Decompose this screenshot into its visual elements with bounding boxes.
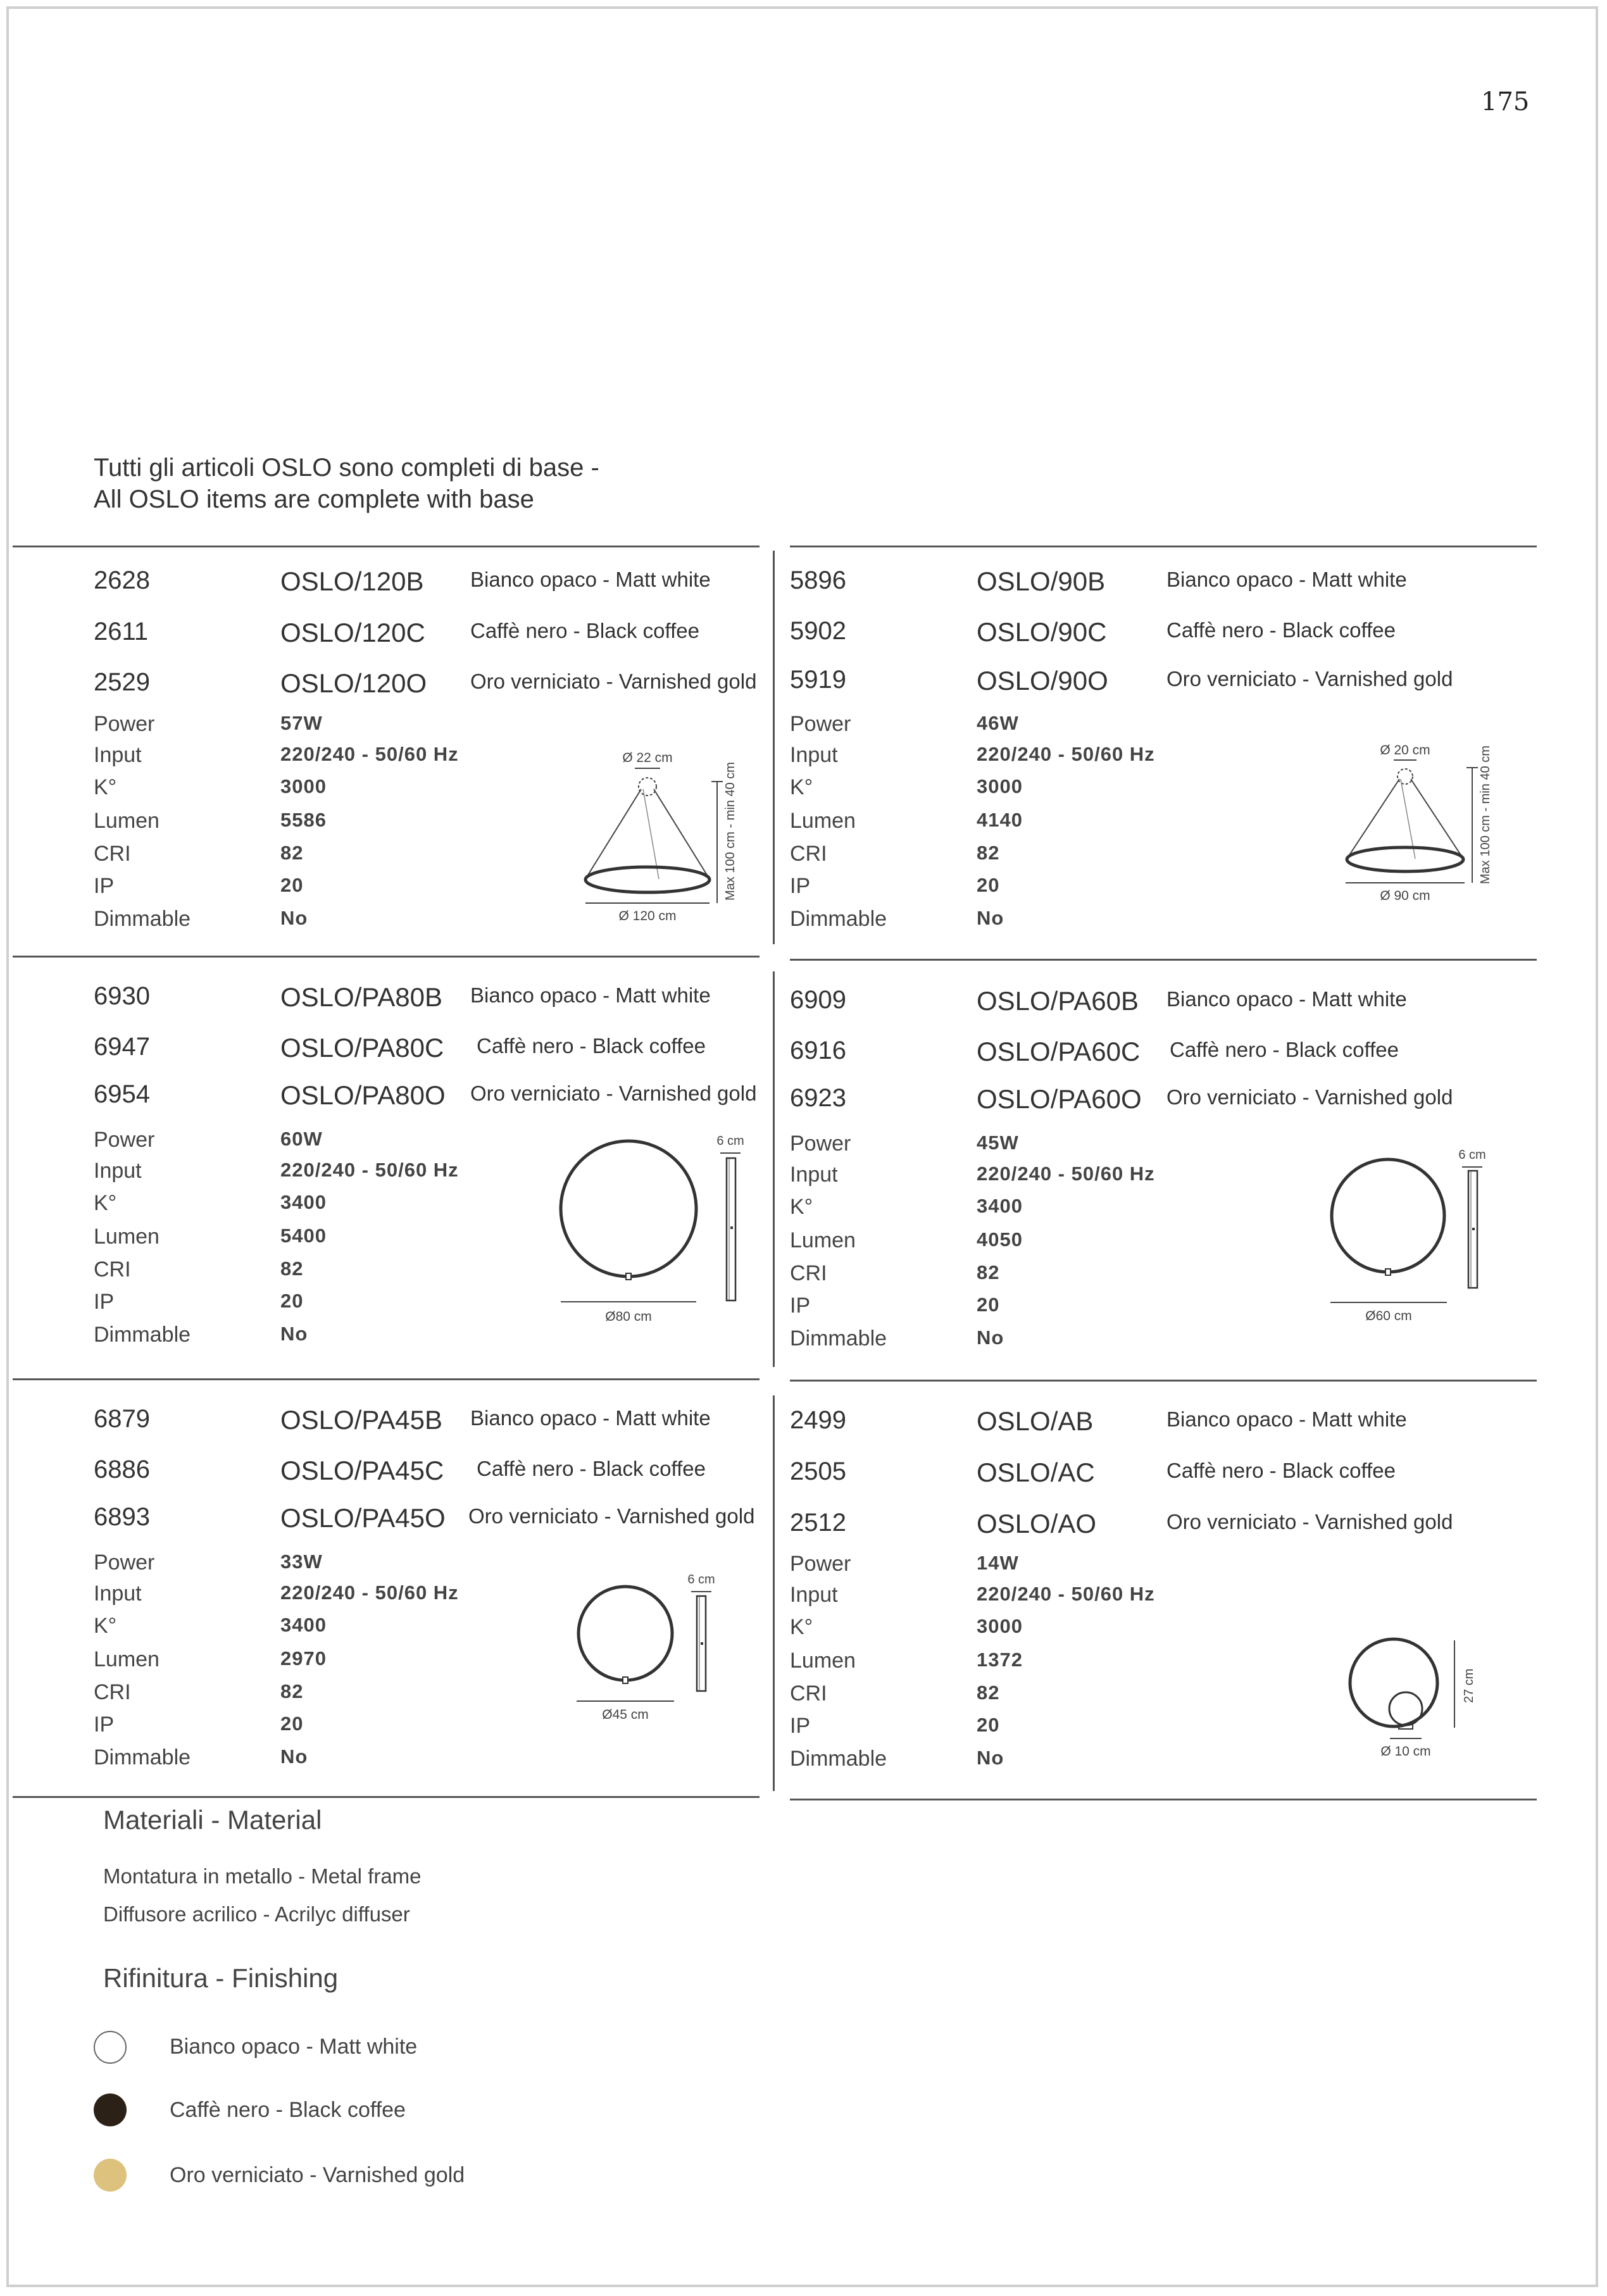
model-name: OSLO/PA60C xyxy=(977,1037,1141,1066)
drawing-label-depth: 6 cm xyxy=(687,1573,715,1587)
spec-row xyxy=(790,1681,1360,1714)
spec-label: Power xyxy=(790,712,851,736)
drawing-label-bottom: Ø60 cm xyxy=(1365,1309,1412,1323)
divider xyxy=(790,546,1537,547)
variant-row xyxy=(94,1033,866,1077)
drawing-label-height: 27 cm xyxy=(1462,1668,1476,1703)
gold-circle-icon xyxy=(94,2159,127,2192)
spec-label: Input xyxy=(790,1583,838,1607)
spec-row xyxy=(790,712,1360,745)
spec-value: 2970 xyxy=(280,1647,327,1669)
spec-value: 3000 xyxy=(280,775,327,797)
article-code: 5919 xyxy=(790,666,846,694)
spec-row xyxy=(790,874,1360,907)
spec-value: 220/240 - 50/60 Hz xyxy=(977,1163,1155,1185)
spec-label: IP xyxy=(790,1714,811,1738)
drawing-label-top: Ø 22 cm xyxy=(622,751,673,765)
variant-row xyxy=(790,986,1562,1030)
spec-value: 3400 xyxy=(280,1614,327,1636)
spec-label: Dimmable xyxy=(94,907,191,931)
spec-label: CRI xyxy=(94,1680,131,1704)
drawing-label-bottom: Ø 10 cm xyxy=(1380,1744,1431,1759)
spec-value: No xyxy=(977,1747,1004,1769)
spec-label: K° xyxy=(790,1195,813,1219)
finish-name: Caffè nero - Black coffee xyxy=(477,1034,706,1058)
model-name: OSLO/120B xyxy=(280,566,424,596)
spec-value: 20 xyxy=(977,1714,1000,1736)
spec-label: Lumen xyxy=(790,1649,856,1673)
spec-label: CRI xyxy=(790,1681,827,1706)
product-block-oslo-pa80 xyxy=(94,982,866,1387)
variant-row xyxy=(790,566,1562,611)
finish-name: Caffè nero - Black coffee xyxy=(1170,1038,1399,1061)
wall-ring-drawing xyxy=(549,1134,777,1340)
article-code: 6947 xyxy=(94,1033,150,1061)
variant-row xyxy=(790,1037,1562,1081)
drawing-label-bottom: Ø45 cm xyxy=(602,1707,649,1722)
intro-line-2: All OSLO items are complete with base xyxy=(94,485,534,513)
article-code: 6954 xyxy=(94,1080,150,1108)
finish-name: Bianco opaco - Matt white xyxy=(1166,1407,1407,1431)
model-name: OSLO/120O xyxy=(280,668,427,698)
spec-value: 3000 xyxy=(977,775,1023,797)
model-name: OSLO/90O xyxy=(977,666,1108,696)
variant-row xyxy=(790,1084,1562,1128)
spec-value: 20 xyxy=(280,1713,304,1735)
spec-row xyxy=(790,1132,1360,1164)
spec-label: Input xyxy=(790,743,838,767)
spec-value: No xyxy=(280,1323,308,1345)
spec-label: Dimmable xyxy=(94,1745,191,1769)
wall-ring-drawing xyxy=(1315,1144,1530,1347)
finishing-title: Rifinitura - Finishing xyxy=(103,1963,339,1993)
spec-value: 82 xyxy=(977,1261,1000,1283)
finish-name: Caffè nero - Black coffee xyxy=(1166,618,1396,642)
spec-row xyxy=(790,1649,1360,1681)
spec-row xyxy=(790,743,1360,776)
spec-label: Power xyxy=(94,1550,155,1575)
spec-label: Lumen xyxy=(790,809,856,833)
spec-value: 5400 xyxy=(280,1225,327,1247)
article-code: 2529 xyxy=(94,668,150,696)
drawing-label-bottom: Ø 120 cm xyxy=(618,909,677,923)
model-name: OSLO/PA45B xyxy=(280,1405,443,1435)
spec-label: K° xyxy=(94,1191,117,1215)
spec-value: 20 xyxy=(280,1290,304,1312)
spec-value: 82 xyxy=(280,1257,304,1280)
table-lamp-drawing xyxy=(1347,1621,1499,1773)
spec-label: CRI xyxy=(94,1257,131,1282)
finish-name: Bianco opaco - Matt white xyxy=(1166,987,1407,1011)
model-name: OSLO/PA45C xyxy=(280,1456,444,1485)
white-circle-icon xyxy=(94,2031,127,2064)
article-code: 6916 xyxy=(790,1037,846,1064)
spec-label: CRI xyxy=(790,842,827,866)
spec-row xyxy=(790,1326,1360,1359)
drawing-label-depth: 6 cm xyxy=(716,1134,744,1148)
spec-label: Power xyxy=(94,1128,155,1152)
spec-value: 3000 xyxy=(977,1615,1023,1637)
variant-row xyxy=(94,1080,866,1125)
intro-line-1: Tutti gli articoli OSLO sono completi di base - xyxy=(94,454,599,482)
article-code: 6879 xyxy=(94,1405,150,1433)
spec-label: K° xyxy=(94,1614,117,1638)
model-name: OSLO/PA80O xyxy=(280,1080,446,1110)
spec-row xyxy=(790,1552,1360,1585)
spec-label: Dimmable xyxy=(94,1323,191,1347)
intro-note xyxy=(94,452,599,515)
wall-ring-drawing xyxy=(565,1573,768,1766)
finish-name: Caffè nero - Black coffee xyxy=(470,619,699,642)
spec-value: 14W xyxy=(977,1552,1019,1574)
spec-value: 82 xyxy=(280,1680,304,1702)
variant-row xyxy=(94,668,866,713)
drawing-label-side: Max 100 cm - min 40 cm xyxy=(1479,746,1492,884)
variant-row xyxy=(790,1406,1562,1451)
article-code: 6923 xyxy=(790,1084,846,1112)
spec-row xyxy=(790,1163,1360,1195)
spec-row xyxy=(790,1261,1360,1294)
spec-label: Lumen xyxy=(790,1228,856,1252)
finish-swatch-label: Caffè nero - Black coffee xyxy=(170,2098,406,2122)
spec-value: 3400 xyxy=(280,1191,327,1213)
spec-value: 82 xyxy=(977,1681,1000,1704)
article-code: 6886 xyxy=(94,1456,150,1483)
spec-value: 45W xyxy=(977,1132,1019,1154)
variant-row xyxy=(94,982,866,1026)
spec-value: 33W xyxy=(280,1550,323,1573)
spec-label: Input xyxy=(94,1582,142,1606)
spec-value: No xyxy=(977,907,1004,929)
finish-name: Oro verniciato - Varnished gold xyxy=(1166,1510,1453,1533)
spec-value: 4140 xyxy=(977,809,1023,831)
finish-name: Oro verniciato - Varnished gold xyxy=(468,1504,755,1528)
article-code: 2499 xyxy=(790,1406,846,1434)
spec-row xyxy=(790,1583,1360,1616)
drawing-label-bottom: Ø 90 cm xyxy=(1380,889,1430,903)
variant-row xyxy=(790,666,1562,710)
spec-value: 82 xyxy=(977,842,1000,864)
materials-title: Materiali - Material xyxy=(103,1805,322,1835)
model-name: OSLO/AC xyxy=(977,1457,1095,1487)
spec-row xyxy=(790,809,1360,842)
finish-name: Oro verniciato - Varnished gold xyxy=(470,1082,757,1105)
product-block-oslo-90 xyxy=(790,566,1562,971)
spec-label: IP xyxy=(790,874,811,898)
spec-row xyxy=(790,775,1360,808)
model-name: OSLO/PA60O xyxy=(977,1084,1142,1114)
finish-swatch-label: Bianco opaco - Matt white xyxy=(170,2035,418,2059)
article-code: 2505 xyxy=(790,1457,846,1485)
model-name: OSLO/90B xyxy=(977,566,1106,596)
article-code: 2628 xyxy=(94,566,150,594)
finish-name: Bianco opaco - Matt white xyxy=(470,983,711,1007)
drawing-label-bottom: Ø80 cm xyxy=(605,1309,652,1324)
spec-value: 82 xyxy=(280,842,304,864)
spec-label: Power xyxy=(790,1132,851,1156)
spec-label: IP xyxy=(94,1290,115,1314)
product-block-oslo-120 xyxy=(94,566,866,971)
spec-value: 1372 xyxy=(977,1649,1023,1671)
variant-row xyxy=(94,618,866,662)
finish-swatch-label: Oro verniciato - Varnished gold xyxy=(170,2163,465,2187)
spec-value: No xyxy=(280,907,308,929)
spec-row xyxy=(790,1228,1360,1261)
spec-label: CRI xyxy=(790,1261,827,1285)
variant-row xyxy=(790,1457,1562,1502)
article-code: 6930 xyxy=(94,982,150,1010)
spec-row xyxy=(790,1615,1360,1648)
spec-value: 220/240 - 50/60 Hz xyxy=(977,743,1155,765)
article-code: 6893 xyxy=(94,1503,150,1531)
model-name: OSLO/AB xyxy=(977,1406,1094,1436)
spec-label: Dimmable xyxy=(790,1326,887,1351)
spec-value: 4050 xyxy=(977,1228,1023,1251)
finish-name: Caffè nero - Black coffee xyxy=(1166,1459,1396,1482)
spec-label: CRI xyxy=(94,842,131,866)
finish-name: Bianco opaco - Matt white xyxy=(470,568,711,591)
article-code: 2512 xyxy=(790,1509,846,1537)
spec-value: 57W xyxy=(280,712,323,734)
page-number: 175 xyxy=(1481,87,1530,116)
product-block-oslo-pa60 xyxy=(790,986,1562,1391)
finish-name: Oro verniciato - Varnished gold xyxy=(470,670,757,693)
model-name: OSLO/90C xyxy=(977,617,1107,647)
spec-row xyxy=(790,1747,1360,1780)
finish-name: Oro verniciato - Varnished gold xyxy=(1166,667,1453,690)
spec-label: Dimmable xyxy=(790,907,887,931)
spec-row xyxy=(790,1195,1360,1228)
variant-row xyxy=(94,566,866,611)
model-name: OSLO/PA80C xyxy=(280,1033,444,1063)
spec-label: Power xyxy=(790,1552,851,1576)
spec-label: IP xyxy=(790,1294,811,1318)
variant-row xyxy=(94,1456,866,1500)
spec-label: Input xyxy=(94,1159,142,1183)
model-name: OSLO/PA45O xyxy=(280,1503,446,1533)
spec-value: 20 xyxy=(977,1294,1000,1316)
spec-value: 20 xyxy=(280,874,304,896)
divider xyxy=(13,546,760,547)
spec-row xyxy=(790,907,1360,940)
model-name: OSLO/120C xyxy=(280,618,425,647)
spec-value: No xyxy=(977,1326,1004,1349)
spec-label: Input xyxy=(790,1163,838,1187)
spec-value: 46W xyxy=(977,712,1019,734)
article-code: 6909 xyxy=(790,986,846,1014)
drawing-label-side: Max 100 cm - min 40 cm xyxy=(723,762,737,901)
spec-row xyxy=(94,712,663,745)
spec-row xyxy=(790,842,1360,875)
product-block-oslo-pa45 xyxy=(94,1405,866,1810)
spec-row xyxy=(790,1714,1360,1747)
finish-name: Oro verniciato - Varnished gold xyxy=(1166,1085,1453,1109)
finish-name: Bianco opaco - Matt white xyxy=(470,1406,711,1430)
variant-row xyxy=(790,617,1562,661)
finish-name: Caffè nero - Black coffee xyxy=(477,1457,706,1480)
spec-value: 220/240 - 50/60 Hz xyxy=(280,743,459,765)
material-line: Diffusore acrilico - Acrilyc diffuser xyxy=(103,1902,410,1926)
spec-label: Dimmable xyxy=(790,1747,887,1771)
spec-value: No xyxy=(280,1745,308,1768)
spec-label: K° xyxy=(790,1615,813,1639)
model-name: OSLO/AO xyxy=(977,1509,1097,1538)
model-name: OSLO/PA60B xyxy=(977,986,1139,1016)
dark-circle-icon xyxy=(94,2093,127,2126)
finish-name: Bianco opaco - Matt white xyxy=(1166,568,1407,591)
spec-value: 220/240 - 50/60 Hz xyxy=(280,1159,459,1181)
spec-label: K° xyxy=(790,775,813,799)
material-line: Montatura in metallo - Metal frame xyxy=(103,1864,422,1888)
spec-value: 5586 xyxy=(280,809,327,831)
spec-label: Lumen xyxy=(94,1225,159,1249)
pendant-drawing xyxy=(1334,737,1524,908)
article-code: 2611 xyxy=(94,618,149,646)
spec-row xyxy=(790,1294,1360,1326)
spec-label: IP xyxy=(94,874,115,898)
variant-row xyxy=(790,1509,1562,1553)
spec-label: Lumen xyxy=(94,809,159,833)
product-block-oslo-a xyxy=(790,1406,1562,1811)
model-name: OSLO/PA80B xyxy=(280,982,443,1012)
spec-label: Input xyxy=(94,743,142,767)
spec-label: Lumen xyxy=(94,1647,159,1671)
spec-label: IP xyxy=(94,1713,115,1737)
article-code: 5902 xyxy=(790,617,846,645)
drawing-label-top: Ø 20 cm xyxy=(1380,743,1430,758)
spec-value: 220/240 - 50/60 Hz xyxy=(280,1582,459,1604)
article-code: 5896 xyxy=(790,566,846,594)
variant-row xyxy=(94,1503,866,1547)
drawing-label-depth: 6 cm xyxy=(1458,1148,1486,1162)
spec-value: 20 xyxy=(977,874,1000,896)
spec-value: 60W xyxy=(280,1128,323,1150)
spec-label: Power xyxy=(94,712,155,736)
spec-value: 220/240 - 50/60 Hz xyxy=(977,1583,1155,1605)
spec-label: K° xyxy=(94,775,117,799)
variant-row xyxy=(94,1405,866,1449)
spec-value: 3400 xyxy=(977,1195,1023,1217)
